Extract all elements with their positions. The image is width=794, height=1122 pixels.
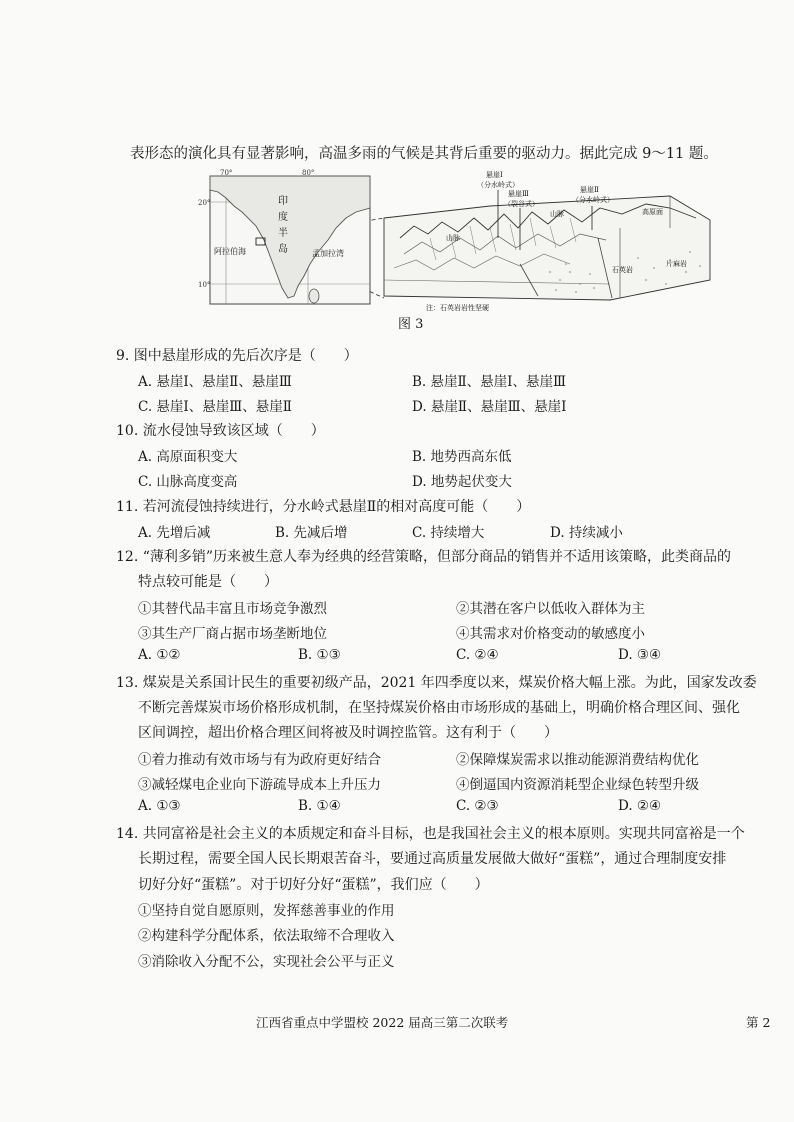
q12-stem-line-1: 12. “薄利多销”历来被生意人奉为经典的经营策略，但部分商品的销售并不适用该策略，此类商品的 [116,549,732,565]
cliff3-label: 悬崖Ⅲ [508,190,529,198]
q14-statement-2: ②构建科学分配体系，依法取缔不合理收入 [138,928,395,944]
q12-option-d: D. ③④ [618,647,662,663]
q12-statement-3: ③其生产厂商占据市场垄断地位 [138,626,327,642]
q9-stem: 9. 图中悬崖形成的先后次序是（ ） [116,348,358,364]
q10-option-d: D. 地势起伏变大 [412,474,512,490]
footer-exam-title: 江西省重点中学盟校 2022 届高三第二次联考 [256,1015,509,1030]
peninsula-char-4: 岛 [278,244,288,255]
q12-option-c: C. ②④ [456,647,499,663]
cliff2-label: 悬崖Ⅱ [580,186,599,194]
q9-option-c: C. 悬崖Ⅰ、悬崖Ⅲ、悬崖Ⅱ [138,399,292,415]
mountain-label-top: 山脉 [550,210,564,218]
q14-statement-1: ①坚持自觉自愿原则，发挥慈善事业的作用 [138,903,395,919]
q13-stem-line-2: 不断完善煤炭市场价格形成机制，在坚持煤炭价格由市场形成的基础上，明确价格合理区间、强化 [138,700,740,716]
plateau-label: 高原面 [642,208,663,216]
q11-option-d: D. 持续减小 [550,525,623,541]
peninsula-char-1: 印 [278,196,288,207]
q12-statement-2: ②其潜在客户以低收入群体为主 [456,601,645,617]
q14-stem-line-1: 14. 共同富裕是社会主义的本质规定和奋斗目标，也是我国社会主义的根本原则。实现共同富裕是一个 [116,826,745,842]
figure-caption: 图 3 [398,317,424,332]
q13-option-d: D. ②④ [618,798,662,814]
q11-option-c: C. 持续增大 [412,525,485,541]
footer-page-number: 第 2 [746,1015,771,1030]
quartzite-label: 石英岩 [612,266,633,274]
q12-statement-4: ④其需求对价格变动的敏感度小 [456,626,645,642]
intro-line: 表形态的演化具有显著影响，高温多雨的气候是其背后重要的驱动力。据此完成 9～11 题。 [130,146,718,162]
cliff1-type: （分水岭式） [477,181,519,189]
block-diagram [370,168,720,316]
q13-option-c: C. ②③ [456,798,499,814]
q13-stem-line-1: 13. 煤炭是关系国计民生的重要初级产品，2021 年四季度以来，煤炭价格大幅上涨。为此，国家发改委 [116,675,757,691]
arabian-sea-label: 阿拉伯海 [214,247,246,256]
gneiss-label: 片麻岩 [666,260,687,268]
q14-statement-3: ③消除收入分配不公，实现社会公平与正义 [138,954,395,970]
mountain-label-left: 山脉 [446,234,460,242]
q11-option-b: B. 先减后增 [275,525,348,541]
q13-stem-line-3: 区间调控，超出价格合理区间将被及时调控监管。这有利于（ ） [138,725,558,741]
q12-option-a: A. ①② [138,647,181,663]
diagram-note: 注：石英岩岩性坚硬 [426,304,489,312]
q11-option-a: A. 先增后减 [138,525,211,541]
lon-70-label: 70° [220,169,233,177]
cliff1-label: 悬崖Ⅰ [486,171,503,179]
cliff3-type: （裂谷式） [504,200,539,208]
q12-statement-1: ①其替代品丰富且市场竞争激烈 [138,601,327,617]
q9-option-a: A. 悬崖Ⅰ、悬崖Ⅱ、悬崖Ⅲ [138,374,292,390]
q13-statement-3: ③减轻煤电企业向下游疏导成本上升压力 [138,777,381,793]
cliff2-type: （分水岭式） [572,196,614,204]
q10-option-a: A. 高原面积变大 [138,449,238,465]
q13-option-b: B. ①④ [298,798,341,814]
q13-statement-4: ④倒逼国内资源消耗型企业绿色转型升级 [456,777,699,793]
location-map [196,168,376,313]
lat-10-label: 10° [198,281,211,289]
q14-stem-line-3: 切好分好“蛋糕”。对于切好分好“蛋糕”，我们应（ ） [138,877,489,893]
peninsula-char-2: 度 [278,212,288,223]
q10-stem: 10. 流水侵蚀导致该区域（ ） [116,423,325,439]
q9-option-d: D. 悬崖Ⅱ、悬崖Ⅲ、悬崖Ⅰ [412,399,567,415]
q13-statement-2: ②保障煤炭需求以推动能源消费结构优化 [456,752,699,768]
peninsula-char-3: 半 [278,228,288,239]
q13-option-a: A. ①③ [138,798,181,814]
lat-20-label: 20° [198,199,211,207]
q10-option-c: C. 山脉高度变高 [138,474,238,490]
q9-option-b: B. 悬崖Ⅱ、悬崖Ⅰ、悬崖Ⅲ [412,374,567,390]
q12-stem-line-2: 特点较可能是（ ） [138,574,278,590]
q13-statement-1: ①着力推动有效市场与有为政府更好结合 [138,752,381,768]
q11-stem: 11. 若河流侵蚀持续进行，分水岭式悬崖Ⅱ的相对高度可能（ ） [116,499,531,515]
q12-option-b: B. ①③ [298,647,341,663]
q10-option-b: B. 地势西高东低 [412,449,512,465]
bay-of-bengal-label: 孟加拉湾 [312,249,344,258]
q14-stem-line-2: 长期过程，需要全国人民长期艰苦奋斗，要通过高质量发展做大做好“蛋糕”，通过合理制度安排 [138,851,727,867]
lon-80-label: 80° [302,169,315,177]
